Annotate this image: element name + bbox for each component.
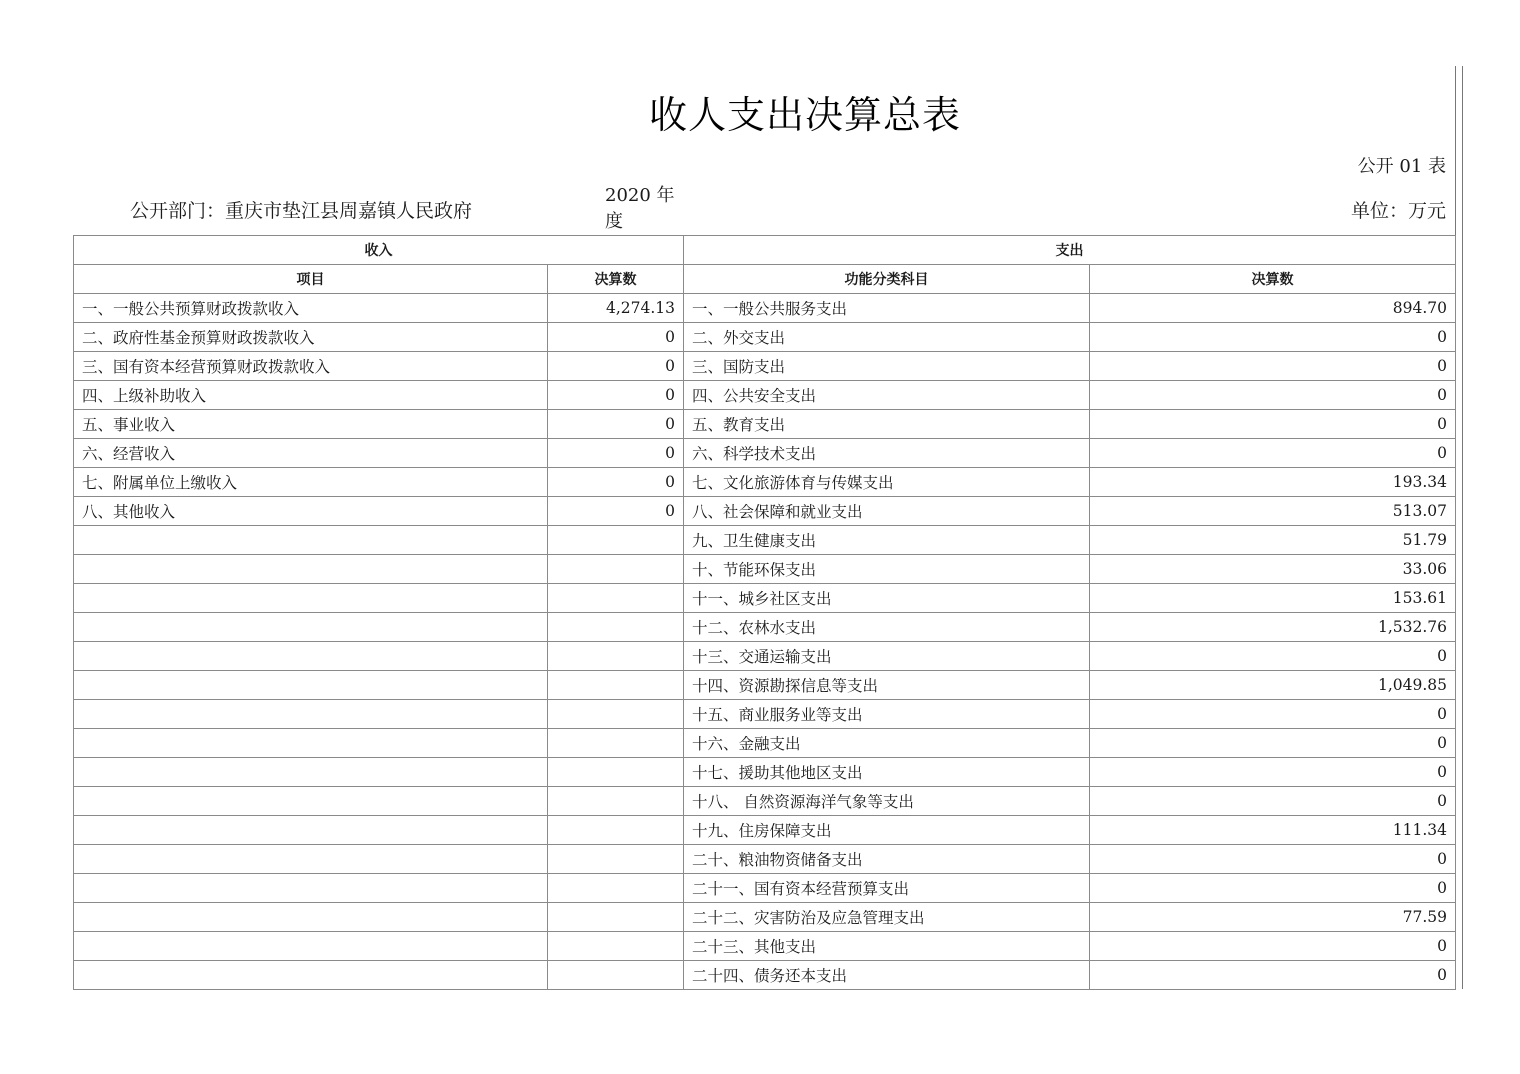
expense-item-cell: 十七、援助其他地区支出 (684, 758, 1090, 787)
income-amount-cell (548, 555, 684, 584)
edge-cell (1456, 323, 1466, 352)
table-row (74, 758, 1466, 787)
table-row (74, 787, 1466, 816)
item-header: 项目 (74, 265, 548, 294)
table-row (74, 468, 1466, 497)
income-item-cell (74, 845, 548, 874)
income-amount-cell (548, 584, 684, 613)
income-amount-cell: 0 (548, 497, 684, 526)
edge-cell (1456, 555, 1466, 584)
income-amount-cell: 0 (548, 410, 684, 439)
income-item-cell (74, 584, 548, 613)
edge-cell (1456, 903, 1466, 932)
edge-cell (1456, 236, 1466, 265)
expense-amount-cell: 1,532.76 (1090, 613, 1456, 642)
income-item-cell: 七、附属单位上缴收入 (74, 468, 548, 497)
income-amount-cell: 4,274.13 (548, 294, 684, 323)
expense-amount-cell: 513.07 (1090, 497, 1456, 526)
income-item-cell (74, 613, 548, 642)
function-header: 功能分类科目 (684, 265, 1090, 294)
expense-amount-cell: 0 (1090, 845, 1456, 874)
table-row (74, 352, 1466, 381)
expense-amount-cell: 0 (1090, 352, 1456, 381)
income-item-cell (74, 758, 548, 787)
table-row (74, 961, 1466, 990)
edge-cell (1456, 410, 1466, 439)
income-item-cell: 三、国有资本经营预算财政拨款收入 (74, 352, 548, 381)
income-amount-cell (548, 903, 684, 932)
income-amount-cell (548, 932, 684, 961)
table-row (74, 671, 1466, 700)
expense-item-cell: 二十、粮油物资储备支出 (684, 845, 1090, 874)
edge-cell (1456, 613, 1466, 642)
edge-cell (1456, 961, 1466, 990)
income-item-cell (74, 526, 548, 555)
income-amount-cell (548, 787, 684, 816)
table-row (74, 555, 1466, 584)
expense-amount-cell: 193.34 (1090, 468, 1456, 497)
edge-cell (1456, 874, 1466, 903)
section-header-row (74, 236, 1466, 265)
edge-cell (1456, 352, 1466, 381)
expense-amount-cell: 894.70 (1090, 294, 1456, 323)
income-item-cell (74, 932, 548, 961)
expense-amount-cell: 0 (1090, 787, 1456, 816)
table-row (74, 700, 1466, 729)
edge-cell (1456, 497, 1466, 526)
income-amount-cell (548, 758, 684, 787)
expense-item-cell: 三、国防支出 (684, 352, 1090, 381)
table-row (74, 584, 1466, 613)
expense-amount-cell: 0 (1090, 381, 1456, 410)
income-amount-cell (548, 729, 684, 758)
expense-item-cell: 六、科学技术支出 (684, 439, 1090, 468)
edge-cell (1456, 816, 1466, 845)
income-item-cell: 六、经营收入 (74, 439, 548, 468)
edge-cell (1456, 932, 1466, 961)
edge-cell (1456, 758, 1466, 787)
expense-item-cell: 五、教育支出 (684, 410, 1090, 439)
expense-amount-cell: 153.61 (1090, 584, 1456, 613)
income-amount-cell (548, 526, 684, 555)
unit-label: 单位：万元 (1350, 200, 1446, 222)
expense-amount-cell: 0 (1090, 932, 1456, 961)
income-item-cell (74, 903, 548, 932)
income-item-cell: 二、政府性基金预算财政拨款收入 (74, 323, 548, 352)
income-item-cell (74, 642, 548, 671)
income-amount-cell: 0 (548, 323, 684, 352)
expense-item-cell: 九、卫生健康支出 (684, 526, 1090, 555)
edge-cell (1456, 845, 1466, 874)
expense-amount-cell: 0 (1090, 729, 1456, 758)
income-amount-cell (548, 700, 684, 729)
page-title: 收人支出决算总表 (648, 93, 961, 137)
edge-cell (1456, 294, 1466, 323)
expense-item-cell: 十二、农林水支出 (684, 613, 1090, 642)
expense-amount-cell: 0 (1090, 410, 1456, 439)
income-amount-cell (548, 613, 684, 642)
expense-item-cell: 二十三、其他支出 (684, 932, 1090, 961)
income-amount-cell: 0 (548, 468, 684, 497)
expense-item-cell: 十六、金融支出 (684, 729, 1090, 758)
edge-cell (1456, 787, 1466, 816)
table-row (74, 874, 1466, 903)
table-row (74, 613, 1466, 642)
table-row (74, 410, 1466, 439)
expense-item-cell: 二十一、国有资本经营预算支出 (684, 874, 1090, 903)
income-amount-cell (548, 961, 684, 990)
department-label: 公开部门：重庆市垫江县周嘉镇人民政府 (130, 200, 473, 222)
table-row (74, 381, 1466, 410)
column-header-row (74, 265, 1466, 294)
income-item-cell (74, 961, 548, 990)
income-item-cell (74, 874, 548, 903)
expense-item-cell: 二十四、债务还本支出 (684, 961, 1090, 990)
expense-amount-cell: 33.06 (1090, 555, 1456, 584)
expense-item-cell: 十九、住房保障支出 (684, 816, 1090, 845)
expense-item-cell: 四、公共安全支出 (684, 381, 1090, 410)
edge-cell (1456, 584, 1466, 613)
edge-cell (1456, 700, 1466, 729)
income-item-cell (74, 787, 548, 816)
table-row (74, 903, 1466, 932)
expense-item-cell: 十、节能环保支出 (684, 555, 1090, 584)
expense-item-cell: 十八、 自然资源海洋气象等支出 (684, 787, 1090, 816)
income-amount-cell (548, 816, 684, 845)
edge-cell (1456, 671, 1466, 700)
expense-item-cell: 七、文化旅游体育与传媒支出 (684, 468, 1090, 497)
table-row (74, 497, 1466, 526)
expense-amount-cell: 0 (1090, 439, 1456, 468)
income-amount-cell (548, 671, 684, 700)
income-expense-table (73, 235, 1466, 990)
table-row (74, 526, 1466, 555)
expense-item-cell: 八、社会保障和就业支出 (684, 497, 1090, 526)
income-item-cell (74, 729, 548, 758)
income-amount-cell (548, 874, 684, 903)
table-row (74, 323, 1466, 352)
income-item-cell (74, 671, 548, 700)
table-row (74, 816, 1466, 845)
expense-item-cell: 十四、资源勘探信息等支出 (684, 671, 1090, 700)
expense-header: 支出 (684, 236, 1456, 265)
table-row (74, 932, 1466, 961)
expense-amount-cell: 0 (1090, 874, 1456, 903)
edge-cell (1456, 526, 1466, 555)
edge-cell (1456, 439, 1466, 468)
income-amount-cell: 0 (548, 381, 684, 410)
edge-cell (1456, 729, 1466, 758)
expense-amount-cell: 0 (1090, 700, 1456, 729)
edge-cell (1456, 265, 1466, 294)
expense-amount-cell: 0 (1090, 758, 1456, 787)
income-amount-header: 决算数 (548, 265, 684, 294)
edge-cell (1456, 381, 1466, 410)
income-amount-cell: 0 (548, 352, 684, 381)
expense-amount-cell: 111.34 (1090, 816, 1456, 845)
income-amount-cell: 0 (548, 439, 684, 468)
table-row (74, 729, 1466, 758)
income-header: 收入 (74, 236, 684, 265)
income-amount-cell (548, 845, 684, 874)
expense-amount-cell: 0 (1090, 642, 1456, 671)
expense-item-cell: 十五、商业服务业等支出 (684, 700, 1090, 729)
table-row (74, 439, 1466, 468)
table-row (74, 845, 1466, 874)
edge-cell (1456, 468, 1466, 497)
income-item-cell: 五、事业收入 (74, 410, 548, 439)
expense-item-cell: 二十二、灾害防治及应急管理支出 (684, 903, 1090, 932)
income-item-cell (74, 555, 548, 584)
expense-amount-cell: 1,049.85 (1090, 671, 1456, 700)
expense-amount-header: 决算数 (1090, 265, 1456, 294)
expense-amount-cell: 0 (1090, 961, 1456, 990)
income-item-cell: 一、一般公共预算财政拨款收入 (74, 294, 548, 323)
expense-amount-cell: 51.79 (1090, 526, 1456, 555)
income-item-cell: 八、其他收入 (74, 497, 548, 526)
expense-item-cell: 十三、交通运输支出 (684, 642, 1090, 671)
income-item-cell (74, 700, 548, 729)
expense-item-cell: 十一、城乡社区支出 (684, 584, 1090, 613)
edge-cell (1456, 642, 1466, 671)
income-item-cell (74, 816, 548, 845)
expense-item-cell: 一、一般公共服务支出 (684, 294, 1090, 323)
income-amount-cell (548, 642, 684, 671)
table-code: 公开 01 表 (1357, 156, 1446, 177)
table-row (74, 642, 1466, 671)
table-row (74, 294, 1466, 323)
fiscal-year: 2020 年度 (605, 185, 675, 232)
expense-item-cell: 二、外交支出 (684, 323, 1090, 352)
income-item-cell: 四、上级补助收入 (74, 381, 548, 410)
expense-amount-cell: 77.59 (1090, 903, 1456, 932)
expense-amount-cell: 0 (1090, 323, 1456, 352)
